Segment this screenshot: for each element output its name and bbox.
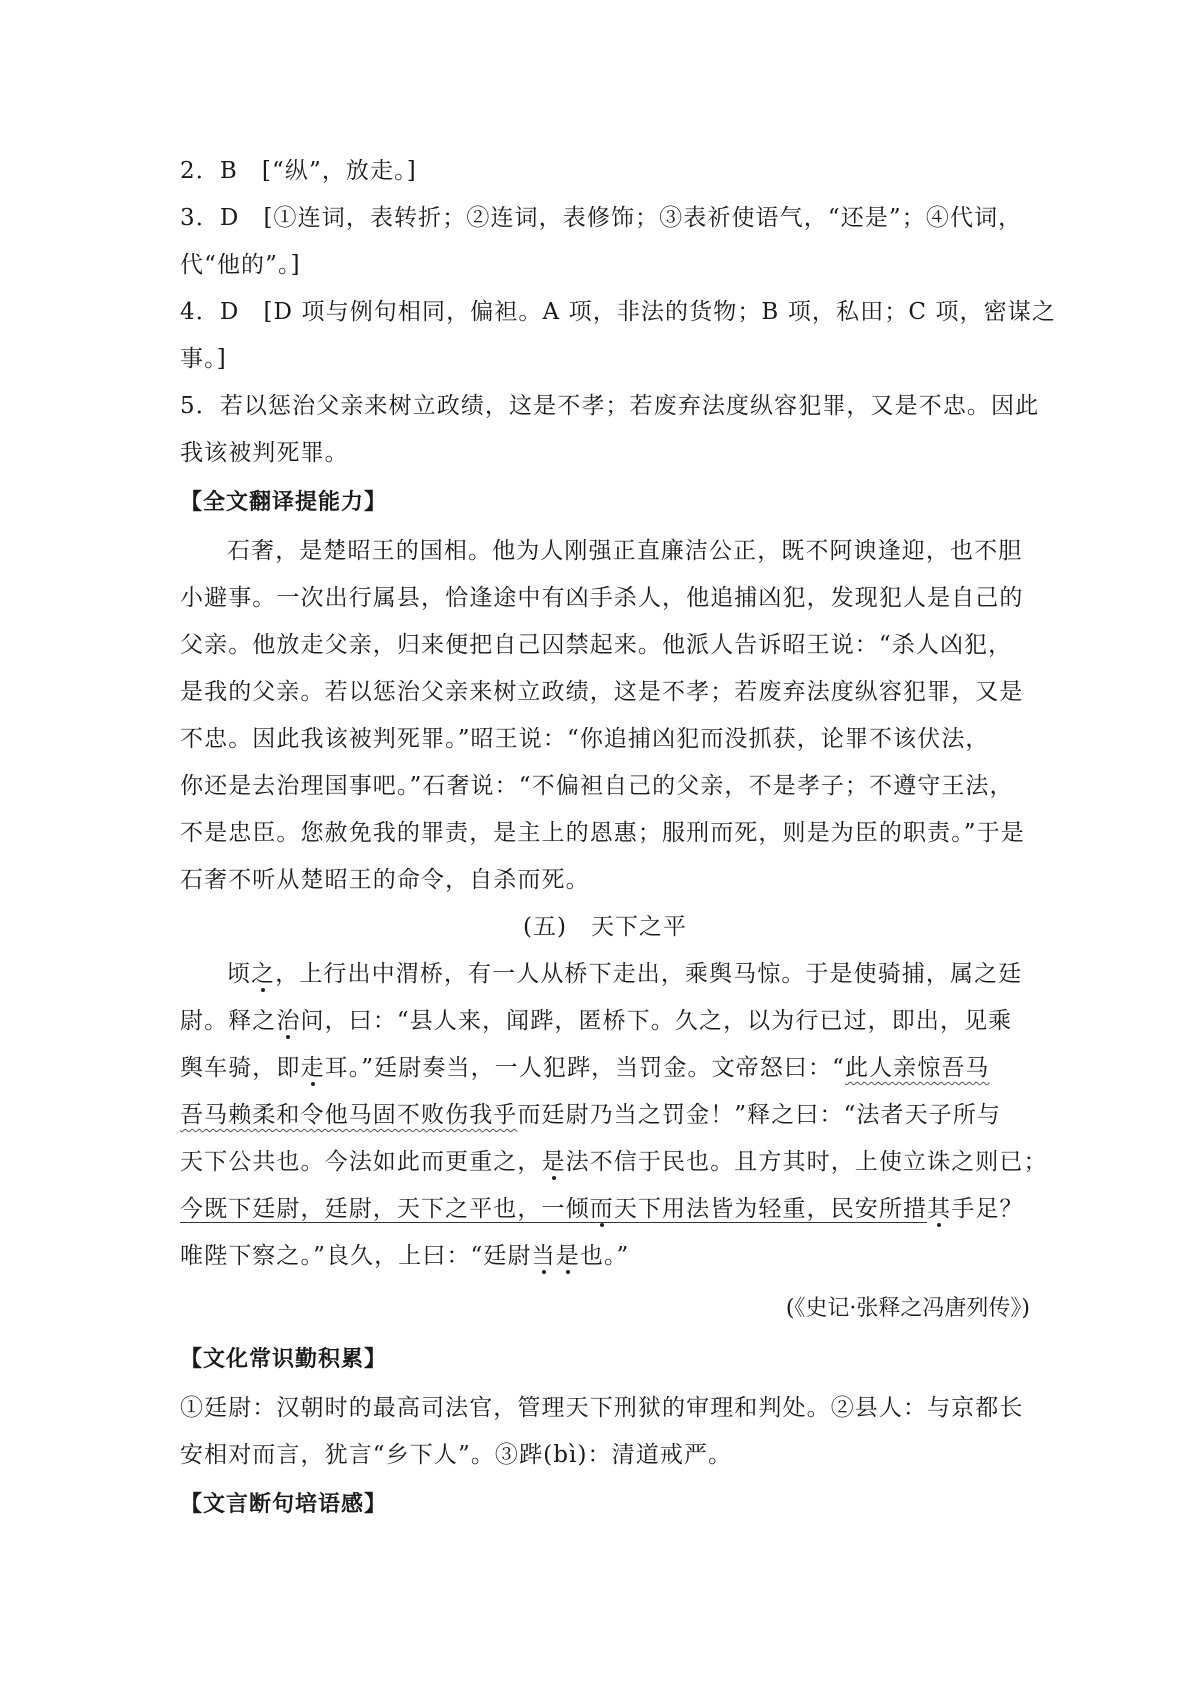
answer-4-line-1: 4．D [D 项与例句相同，偏袒。A 项，非法的货物；B 项，私田；C 项，密谋之 bbox=[180, 299, 1056, 325]
text-run: 顷 bbox=[227, 961, 252, 987]
passage-line-3 bbox=[180, 1045, 1030, 1092]
text-run: 唯陛下察之。”良久，上曰：“廷尉 bbox=[180, 1243, 532, 1269]
text-run: 天下公共也。今法如此而更重之， bbox=[180, 1149, 542, 1175]
culture-line-2: 安相对而言，犹言“乡下人”。③跸(bì)：清道戒严。 bbox=[180, 1442, 733, 1468]
text-run: 耳。”廷尉奏当，一人犯跸，当罚金。文帝怒曰：“ bbox=[324, 1055, 845, 1081]
dotted-word: 是 bbox=[555, 1243, 580, 1269]
dotted-word: 而 bbox=[589, 1196, 614, 1222]
underlined-sentence: 今既下廷尉，廷尉，天下之平也，一倾 bbox=[180, 1196, 590, 1222]
culture-line-1: ①廷尉：汉朝时的最高司法官，管理天下刑狱的审理和判处。②县人：与京都长 bbox=[180, 1395, 1024, 1421]
wavy-underlined-sentence: 吾马赖柔和令他马固不败伤我乎 bbox=[180, 1102, 518, 1128]
text-run: 也。” bbox=[579, 1243, 630, 1269]
passage-title: (五) 天下之平 bbox=[523, 914, 687, 940]
underlined-sentence: 天下用法皆为轻重，民安所措 bbox=[613, 1196, 928, 1222]
text-run: 尉。释之 bbox=[180, 1008, 277, 1034]
passage-source: (《史记·张释之冯唐列传》) bbox=[785, 1296, 1030, 1321]
answer-2: 2．B [“纵”，放走。] bbox=[180, 158, 417, 184]
text-run: 问，曰：“县人来，闻跸，匿桥下。久之，以为行已过，即出，见乘 bbox=[300, 1008, 1013, 1034]
translation-line: 是我的父亲。若以惩治父亲来树立政绩，这是不孝；若废弃法度纵容犯罪，又是 bbox=[180, 679, 1024, 705]
passage-line-2 bbox=[180, 998, 1030, 1045]
translation-line: 不是忠臣。您赦免我的罪责，是主上的恩惠；服刑而死，则是为臣的职责。”于是 bbox=[180, 820, 1025, 846]
text-run: 而廷尉乃当之罚金！”释之曰：“法者天子所与 bbox=[517, 1102, 1002, 1128]
dotted-word: 是 bbox=[541, 1149, 566, 1175]
answer-4-line-2: 事。] bbox=[180, 346, 227, 372]
translation-line: 不忠。因此我该被判死罪。”昭王说：“你追捕凶犯而没抓获，论罪不该伏法， bbox=[180, 726, 990, 752]
text-run: 法不信于民也。且方其时，上使立诛之则已； bbox=[565, 1149, 1048, 1175]
passage-line-7 bbox=[180, 1233, 1030, 1280]
wavy-underlined-sentence: 此人亲惊吾马 bbox=[844, 1055, 990, 1081]
punctuation-heading: 【文言断句培语感】 bbox=[180, 1492, 388, 1517]
answer-3-line-2: 代“他的”。] bbox=[180, 252, 301, 278]
dotted-word: 走 bbox=[300, 1055, 325, 1081]
dotted-word: 之 bbox=[251, 961, 276, 987]
passage-line-1 bbox=[180, 951, 1030, 998]
text-run: ，上行出中渭桥，有一人从桥下走出，乘舆马惊。于是使骑捕，属之廷 bbox=[275, 961, 1023, 987]
translation-line: 石奢不听从楚昭王的命令，自杀而死。 bbox=[180, 867, 590, 893]
text-run: 手足？ bbox=[951, 1196, 1024, 1222]
translation-line: 小避事。一次出行属县，恰逢途中有凶手杀人，他追捕凶犯，发现犯人是自己的 bbox=[180, 585, 1024, 611]
passage-line-6 bbox=[180, 1186, 1030, 1233]
translation-line: 父亲。他放走父亲，归来便把自己囚禁起来。他派人告诉昭王说：“杀人凶犯， bbox=[180, 632, 1013, 658]
answer-5-line-2: 我该被判死罪。 bbox=[180, 440, 349, 466]
dotted-word: 治 bbox=[276, 1008, 301, 1034]
passage-line-5 bbox=[180, 1139, 1048, 1186]
dotted-word: 当 bbox=[531, 1243, 556, 1269]
translation-line: 你还是去治理国事吧。”石奢说：“不偏袒自己的父亲，不是孝子；不遵守王法， bbox=[180, 773, 1014, 799]
answer-5-line-1: 5．若以惩治父亲来树立政绩，这是不孝；若废弃法度纵容犯罪，又是不忠。因此 bbox=[180, 393, 1040, 419]
translation-line: 石奢，是楚昭王的国相。他为人刚强正直廉洁公正，既不阿谀逢迎，也不胆 bbox=[227, 538, 1023, 564]
dotted-word: 其 bbox=[927, 1196, 952, 1222]
passage-line-4 bbox=[180, 1092, 1030, 1139]
answer-3-line-1: 3．D [①连词，表转折；②连词，表修饰；③表祈使语气，“还是”；④代词， bbox=[180, 205, 1023, 231]
translation-heading: 【全文翻译提能力】 bbox=[180, 490, 388, 515]
text-run: 舆车骑，即 bbox=[180, 1055, 301, 1081]
culture-heading: 【文化常识勤积累】 bbox=[180, 1347, 388, 1372]
